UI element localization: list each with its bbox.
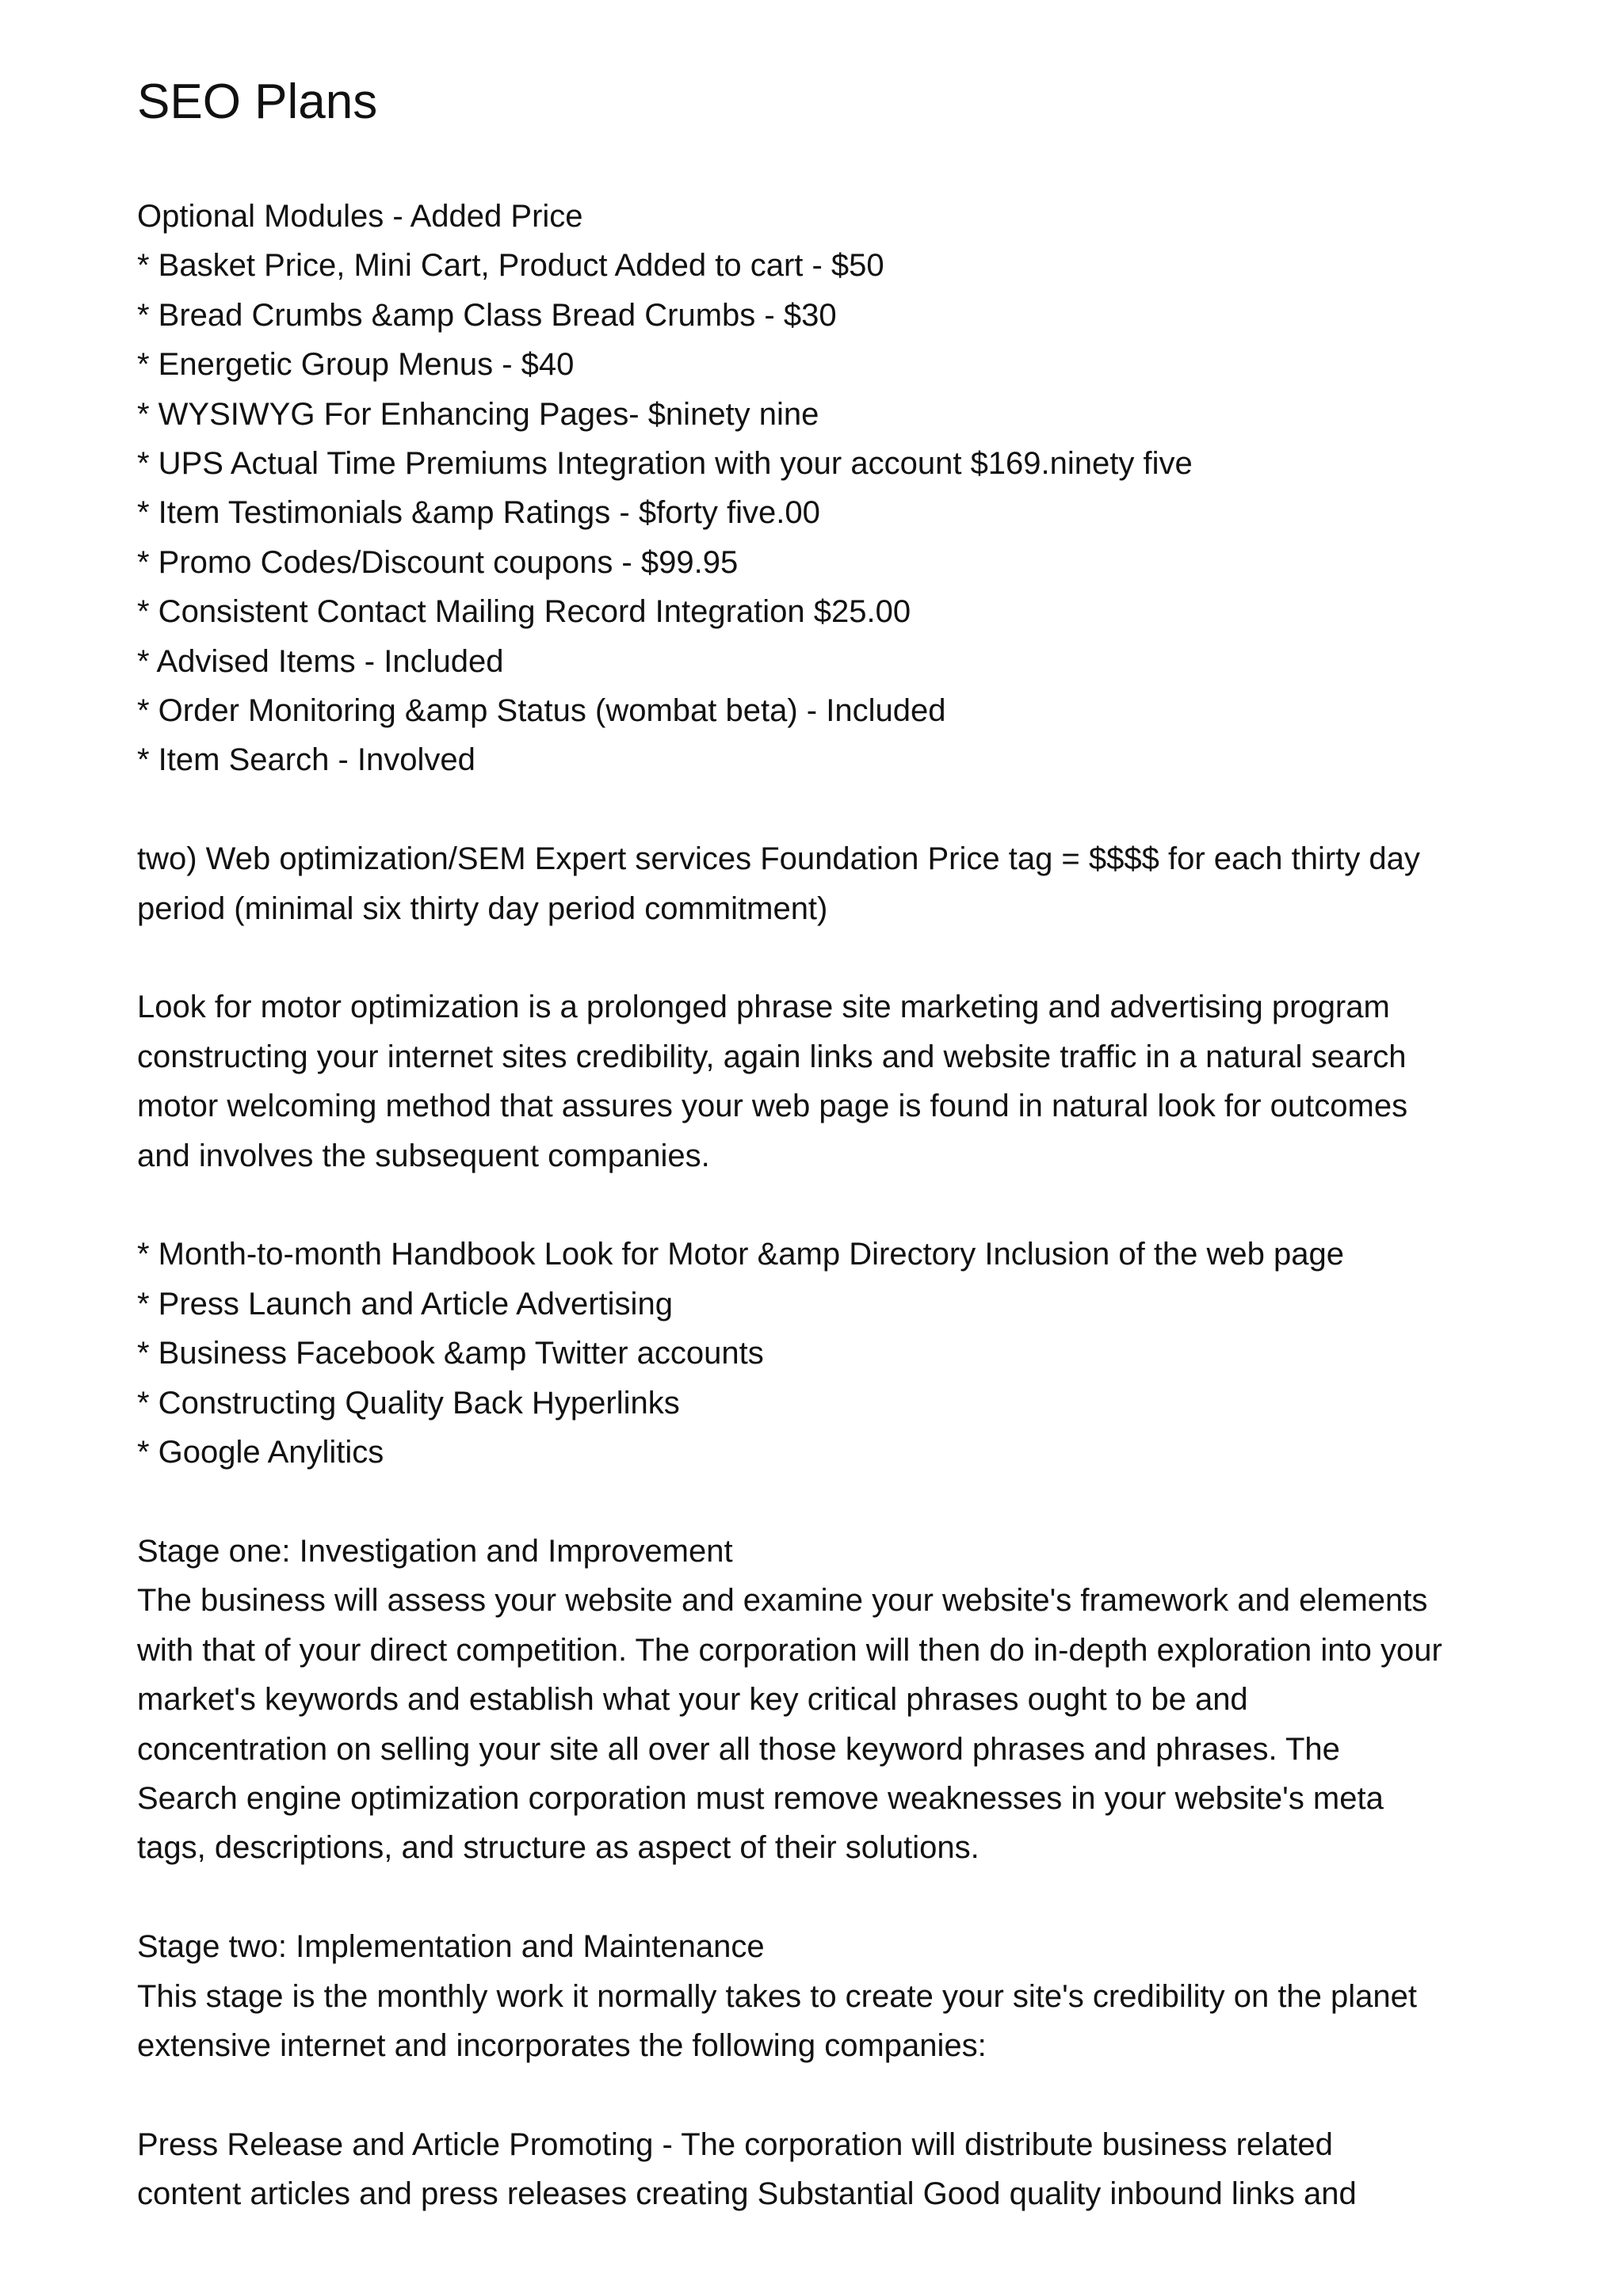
paragraph-gap [137,785,1516,834]
paragraph-line: concentration on selling your site all over all those keyword phrases and phrases. The [137,1731,1340,1767]
optional-modules-section [137,192,1516,785]
stage-two-section [137,1922,1516,2070]
list-item: * Basket Price, Mini Cart, Product Added to cart - $50 [137,248,884,284]
list-item: * Month-to-month Handbook Look for Motor &amp Directory Inclusion of the web page [137,1237,1345,1272]
paragraph-gap [137,2070,1516,2119]
page-title: SEO Plans [137,74,378,129]
list-item: * Promo Codes/Discount coupons - $99.95 [137,544,739,580]
optional-modules-heading: Optional Modules - Added Price [137,199,583,234]
list-item: * Item Search - Involved [137,742,475,778]
list-item: * Order Monitoring &amp Status (wombat beta) - Included [137,693,946,729]
paragraph-gap [137,1873,1516,1922]
stage-two-heading: Stage two: Implementation and Maintenance [137,1929,765,1965]
paragraph-line: tags, descriptions, and structure as aspect of their solutions. [137,1830,980,1866]
paragraph-line: This stage is the monthly work it normally takes to create your site's credibility on the planet [137,1978,1418,2014]
paragraph-line: market's keywords and establish what your key critical phrases ought to be and [137,1682,1248,1718]
intro-paragraph [137,982,1516,1180]
paragraph-line: Look for motor optimization is a prolonged phrase site marketing and advertising program [137,990,1390,1025]
paragraph-line: motor welcoming method that assures your web page is found in natural look for outcomes [137,1089,1408,1124]
list-item: * UPS Actual Time Premiums Integration with your account $169.ninety five [137,446,1193,482]
list-item: * Constructing Quality Back Hyperlinks [137,1385,680,1421]
paragraph-gap [137,1180,1516,1230]
list-item: * WYSIWYG For Enhancing Pages- $ninety nine [137,396,819,432]
list-item: * Business Facebook &amp Twitter accounts [137,1336,764,1371]
stage-one-heading: Stage one: Investigation and Improvement [137,1533,733,1569]
list-item: * Press Launch and Article Advertising [137,1286,673,1322]
list-item: * Item Testimonials &amp Ratings - $forty five.00 [137,495,820,531]
paragraph-gap [137,1478,1516,1527]
paragraph-gap [137,933,1516,982]
paragraph-line: extensive internet and incorporates the following companies: [137,2027,987,2063]
list-item: * Google Anylitics [137,1435,384,1470]
seo-services-line: period (minimal six thirty day period commitment) [137,891,828,926]
press-release-paragraph [137,2120,1516,2219]
paragraph-line: and involves the subsequent companies. [137,1138,710,1173]
paragraph-line: with that of your direct competition. The corporation will then do in-depth exploration into your [137,1632,1442,1668]
paragraph-line: constructing your internet sites credibility, again links and website traffic in a natural search [137,1039,1407,1074]
list-item: * Energetic Group Menus - $40 [137,347,575,383]
document-page [137,67,1516,2219]
seo-services-line: two) Web optimization/SEM Expert services Foundation Price tag = $$$$ for each thirty day [137,841,1420,877]
list-item: * Consistent Contact Mailing Record Integration $25.00 [137,594,911,630]
paragraph-line: Press Release and Article Promoting - The corporation will distribute business related [137,2126,1333,2162]
paragraph-line: content articles and press releases creating Substantial Good quality inbound links and [137,2176,1357,2212]
list-item: * Bread Crumbs &amp Class Bread Crumbs - $30 [137,297,837,333]
services-list [137,1230,1516,1477]
stage-one-section [137,1527,1516,1873]
paragraph-line: The business will assess your website and examine your website's framework and elements [137,1583,1428,1619]
list-item: * Advised Items - Included [137,643,504,679]
seo-services-section [137,834,1516,933]
paragraph-line: Search engine optimization corporation must remove weaknesses in your website's meta [137,1780,1384,1816]
